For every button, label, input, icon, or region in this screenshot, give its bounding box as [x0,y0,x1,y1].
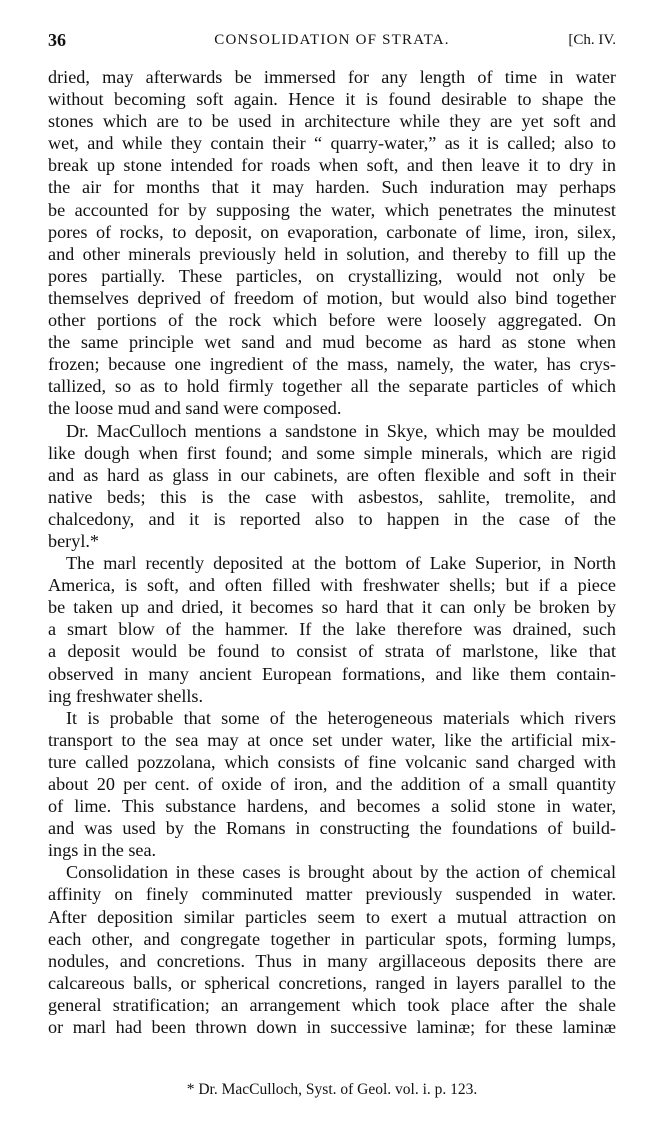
text-line: each other, and congregate together in particular spots, forming lumps, [48,928,616,949]
text-line: and was used by the Romans in constructing the foundations of build- [48,818,616,839]
text-line: of lime. This substance hardens, and becomes a solid stone in water, [48,796,616,817]
page-header [48,30,616,58]
text-line: frozen; because one ingredient of the mass, namely, the water, has crys- [48,354,616,375]
text-line: observed in many ancient European formations, and like them contain- [48,663,616,684]
text-line: or marl had been thrown down in successive laminæ; for these laminæ [48,1017,616,1038]
text-line: other portions of the rock which before were loosely aggregated. On [48,310,616,331]
text-line: chalcedony, and it is reported also to happen in the case of the [48,508,616,529]
text-line: native beds; this is the case with asbestos, sahlite, tremolite, and [48,486,616,507]
text-line: general stratification; an arrangement which took place after the shale [48,994,616,1015]
text-line: pores of rocks, to deposit, on evaporation, carbonate of lime, iron, silex, [48,221,616,242]
text-line: tallized, so as to hold firmly together all the separate particles of which [48,376,616,397]
text-line: Consolidation in these cases is brought about by the action of chemical [66,862,616,883]
text-line: and other minerals previously held in solution, and thereby to fill up the [48,243,616,264]
chapter-label: [Ch. IV. [568,32,616,48]
text-line: be accounted for by supposing the water, which penetrates the minutest [48,199,616,220]
text-line: like dough when first found; and some simple minerals, which are rigid [48,442,616,463]
text-line: be taken up and dried, it becomes so hard that it can only be broken by [48,597,616,618]
text-line: a deposit would be found to consist of strata of marlstone, like that [48,641,616,662]
text-line: beryl.* [48,530,100,551]
text-line: calcareous balls, or spherical concretions, ranged in layers parallel to the [48,972,616,993]
text-line: Dr. MacCulloch mentions a sandstone in Skye, which may be moulded [66,420,616,441]
text-line: ings in the sea. [48,840,157,861]
text-line: pores partially. These particles, on crystallizing, would not only be [48,265,616,286]
text-line: ture called pozzolana, which consists of fine volcanic sand charged with [48,751,616,772]
text-line: break up stone intended for roads when soft, and then leave it to dry in [48,155,616,176]
text-line: America, is soft, and often filled with freshwater shells; but if a piece [48,575,616,596]
text-line: wet, and while they contain their “ quarry-water,” as it is called; also to [48,133,616,154]
text-line: After deposition similar particles seem to exert a mutual attraction on [48,906,616,927]
paragraph [48,420,616,553]
text-line: stones which are to be used in architecture while they are yet soft and [48,111,616,132]
text-line: the air for months that it may harden. Such induration may perhaps [48,177,616,198]
page-number: 36 [48,30,66,50]
text-line: It is probable that some of the heterogeneous materials which rivers [66,707,616,728]
text-line: without becoming soft again. Hence it is found desirable to shape the [48,89,616,110]
text-line: nodules, and concretions. Thus in many argillaceous deposits there are [48,950,616,971]
paragraph [48,707,616,862]
text-line: The marl recently deposited at the bottom of Lake Superior, in North [66,553,616,574]
text-line: about 20 per cent. of oxide of iron, and the addition of a small quantity [48,774,616,794]
paragraph [48,861,616,1038]
book-page [48,30,616,1098]
paragraph [48,66,616,420]
footnote: * Dr. MacCulloch, Syst. of Geol. vol. i. p. 123. [186,1081,478,1098]
running-title: CONSOLIDATION OF STRATA. [214,32,450,48]
text-line: the loose mud and sand were composed. [48,398,342,419]
text-line: dried, may afterwards be immersed for any length of time in water [48,67,616,87]
text-line: affinity on finely comminuted matter previously suspended in water. [48,884,616,905]
text-line: themselves deprived of freedom of motion, but would also bind together [48,287,616,308]
text-line: transport to the sea may at once set under water, like the artificial mix- [48,729,616,750]
text-line: a smart blow of the hammer. If the lake therefore was drained, such [48,619,616,640]
paragraph [48,552,616,707]
text-line: ing freshwater shells. [48,685,204,706]
text-line: the same principle wet sand and mud become as hard as stone when [48,332,616,353]
text-line: and as hard as glass in our cabinets, are often flexible and soft in their [48,464,616,485]
body-text [48,66,616,1038]
